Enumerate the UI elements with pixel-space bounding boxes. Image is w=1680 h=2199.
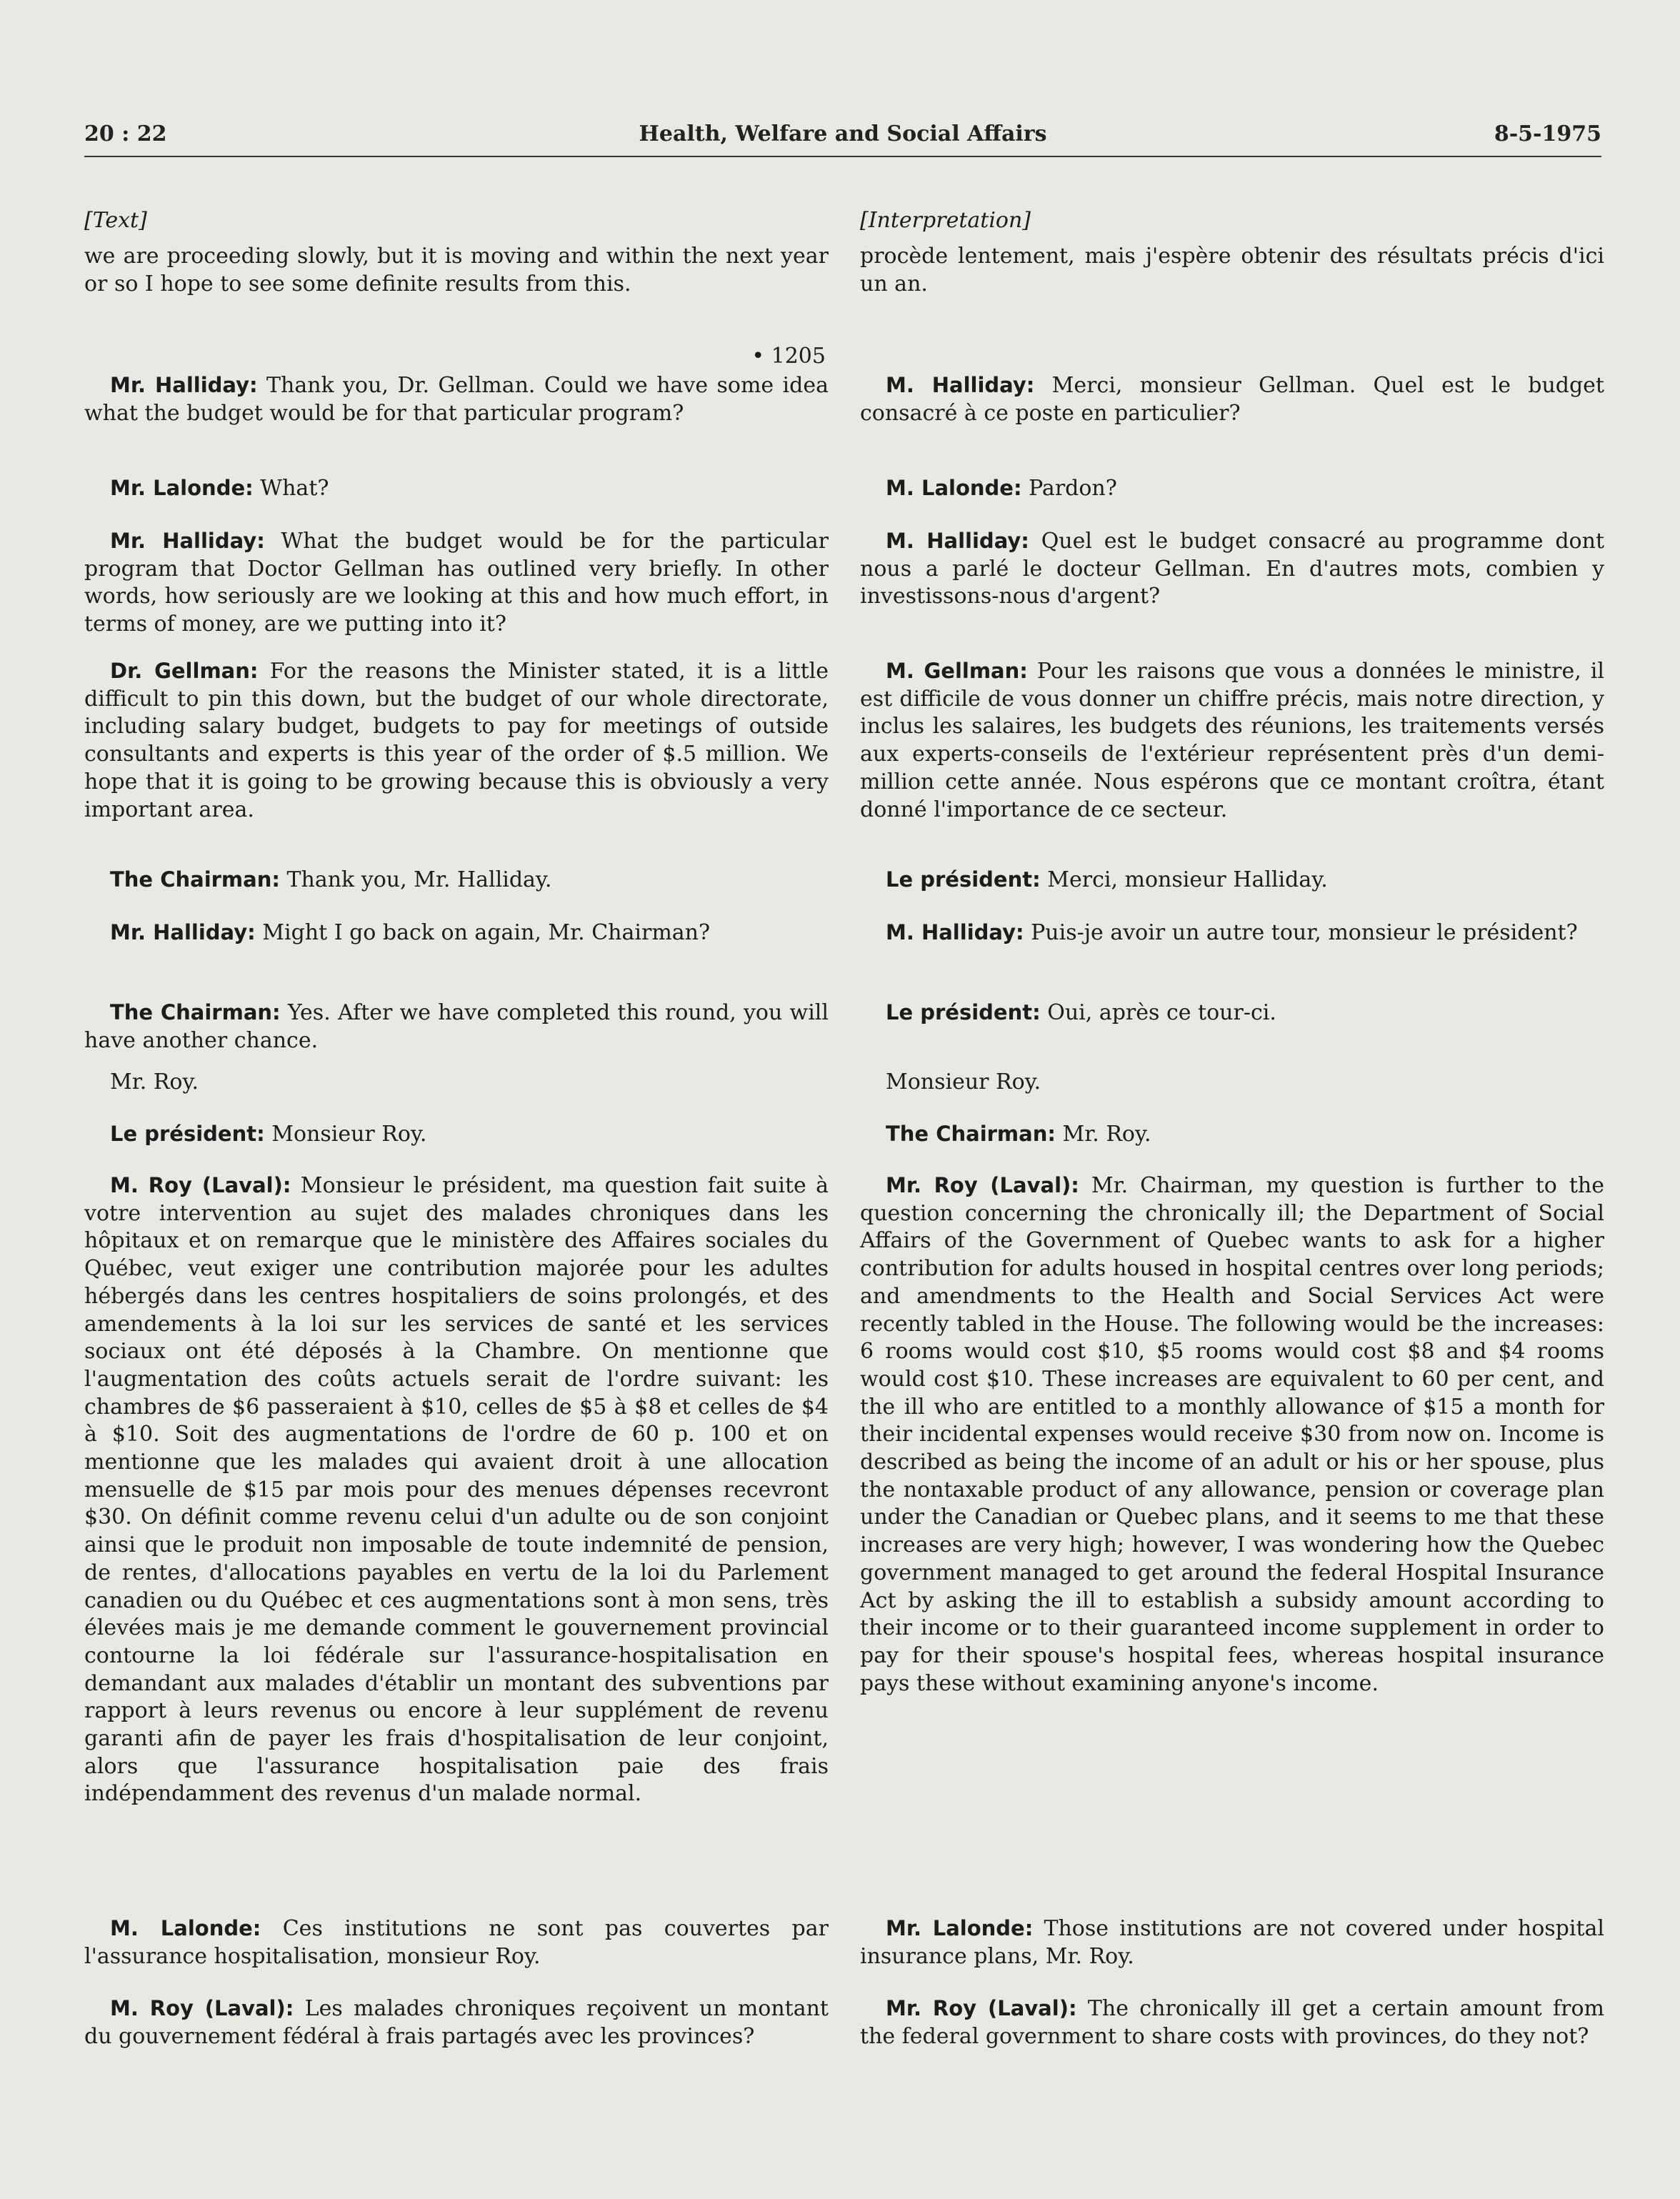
speaker-name: Mr. Roy (Laval):	[886, 1173, 1079, 1197]
speaker-paragraph	[84, 999, 829, 1054]
speaker-name: M. Gellman:	[886, 659, 1028, 683]
speaker-paragraph	[860, 1995, 1604, 2050]
page-number: 20 : 22	[84, 121, 167, 146]
speaker-paragraph	[860, 527, 1604, 611]
speech-text: Mr. Chairman, my question is further to the question concerning the chronically ill; the Department of Social Affairs of the Government of Quebec wants to ask for a higher contribution for adults housed in hospital centres over long periods; and amendments to the Health and Social Services Act were recently tabled in the House. The following would be the increases: 6 rooms would cost $10, $5 rooms would cost $8 and $4 rooms would cost $10. These increases are equivalent to 60 per cent, and the ill who are entitled to a monthly allowance of $15 a month for their incidental expenses would receive $30 from now on. Income is described as being the income of an adult or his or her spouse, plus the nontaxable product of any allowance, pension or coverage plan under the Canadian or Quebec plans, and it seems to me that these increases are very high; however, I was wondering how the Quebec government managed to get around the federal Hospital Insurance Act by asking the ill to establish a subsidy amount according to their income or to their guaranteed income supplement in order to pay for their spouse's hospital fees, whereas hospital insurance pays these without examining anyone's income.	[860, 1173, 1604, 1696]
speaker-paragraph	[860, 1120, 1604, 1149]
page-header	[84, 121, 1601, 157]
translation-label: [Interpretation]	[860, 208, 1031, 233]
speaker-name: M. Lalonde:	[886, 476, 1022, 500]
speaker-paragraph	[860, 999, 1604, 1027]
speech-text: The chronically ill get a certain amount from the federal government to share costs with provinces, do they not?	[860, 1996, 1604, 2049]
running-title: Health, Welfare and Social Affairs	[639, 121, 1047, 146]
time-marker: • 1205	[751, 344, 826, 369]
speech-text: Might I go back on again, Mr. Chairman?	[255, 920, 711, 945]
meeting-date: 8-5-1975	[1494, 121, 1601, 146]
speech-text: Yes. After we have completed this round, you will have another chance.	[84, 1000, 829, 1053]
speech-text: Quel est le budget consacré au programme dont nous a parlé le docteur Gellman. En d'autres mots, combien y investissons-nous d'argent?	[860, 529, 1604, 609]
speaker-paragraph	[84, 1915, 829, 1970]
speaker-paragraph	[860, 474, 1604, 503]
speaker-paragraph	[860, 1915, 1604, 1970]
speaker-name: Mr. Halliday:	[110, 529, 265, 553]
speaker-paragraph	[860, 1172, 1604, 1697]
speech-text: What the budget would be for the particular program that Doctor Gellman has outlined very briefly. In other words, how seriously are we looking at this and how much effort, in terms of money, are we putting into it?	[84, 529, 829, 637]
speaker-paragraph	[84, 1069, 829, 1097]
speaker-paragraph	[84, 919, 829, 947]
speaker-paragraph	[860, 866, 1604, 894]
speaker-name: M. Roy (Laval):	[110, 1996, 294, 2020]
speaker-paragraph	[84, 1995, 829, 2050]
speaker-name: Le président:	[110, 1122, 265, 1146]
continued-paragraph: procède lentement, mais j'espère obtenir des résultats précis d'ici un an.	[860, 244, 1604, 296]
speaker-paragraph	[84, 657, 829, 824]
speaker-paragraph	[84, 474, 829, 503]
speaker-paragraph	[84, 1120, 829, 1149]
speaker-name: Dr. Gellman:	[110, 659, 259, 683]
speaker-name: The Chairman:	[110, 867, 280, 892]
speech-text: Puis-je avoir un autre tour, monsieur le président?	[1024, 920, 1578, 945]
speech-text: What?	[253, 476, 329, 501]
speaker-name: Mr. Halliday:	[110, 920, 256, 944]
speaker-name: Mr. Lalonde:	[886, 1916, 1034, 1940]
speech-text: Merci, monsieur Gellman. Quel est le budget consacré à ce poste en particulier?	[860, 373, 1604, 426]
speech-text: Mr. Roy.	[110, 1069, 199, 1094]
speech-text: Thank you, Dr. Gellman. Could we have some idea what the budget would be for that particular program?	[84, 373, 829, 426]
speaker-name: Mr. Lalonde:	[110, 476, 254, 500]
speech-text: Ces institutions ne sont pas couvertes par l'assurance hospitalisation, monsieur Roy.	[84, 1916, 829, 1969]
speech-text: Oui, après ce tour-ci.	[1040, 1000, 1276, 1025]
speaker-name: M. Halliday:	[886, 920, 1024, 944]
speech-text: Mr. Roy.	[1055, 1122, 1151, 1147]
speech-text: Monsieur Roy.	[886, 1069, 1041, 1094]
speaker-name: Mr. Roy (Laval):	[886, 1996, 1077, 2020]
speaker-name: M. Halliday:	[886, 373, 1035, 397]
translation-label: [Text]	[84, 208, 147, 233]
speaker-paragraph	[84, 372, 829, 427]
speaker-paragraph	[860, 1069, 1604, 1097]
speaker-paragraph	[84, 1172, 829, 1808]
speech-text: Monsieur le président, ma question fait suite à votre intervention au sujet des malades chroniques dans les hôpitaux et on remarque que le ministère des Affaires sociales du Québec, veut exiger une contribution majorée pour les adultes hébergés dans les centres hospitaliers de soins prolongés, et des amendements à la loi sur les services de santé et les services sociaux ont été déposés à la Chambre. On mentionne que l'augmentation des coûts actuels serait de l'ordre suivant: les chambres de $6 passeraient à $10, celles de $5 à $8 et celles de $4 à $10. Soit des augmentations de l'ordre de 60 p. 100 et on mentionne que les malades qui avaient droit à une allocation mensuelle de $15 par mois pour des menues dépenses recevront $30. On définit comme revenu celui d'un adulte ou de son conjoint ainsi que le produit non imposable de toute indemnité de pension, de rentes, d'allocations payables en vertu de la loi du Parlement canadien ou du Québec et ces augmentations sont à mon sens, très élevées mais je me demande comment le gouvernement provincial contourne la loi fédérale sur l'assurance-hospitalisation en demandant aux malades d'établir un montant des subventions par rapport à leurs revenus ou encore à leur supplément de revenu garanti afin de payer les frais d'hospitalisation de leur conjoint, alors que l'assurance hospitalisation paie des frais indépendamment des revenus d'un malade normal.	[84, 1173, 829, 1807]
speaker-paragraph	[84, 866, 829, 894]
speech-text: For the reasons the Minister stated, it is a little difficult to pin this down, but the budget of our whole directorate, including salary budget, budgets to pay for meetings of outside consultants and experts is this year of the order of $.5 million. We hope that it is going to be growing because this is obviously a very important area.	[84, 659, 829, 822]
speaker-name: The Chairman:	[886, 1122, 1056, 1146]
speaker-name: Le président:	[886, 1000, 1041, 1024]
speaker-paragraph	[860, 919, 1604, 947]
continued-paragraph: we are proceeding slowly, but it is moving and within the next year or so I hope to see some definite results from this.	[84, 244, 829, 296]
speaker-name: M. Roy (Laval):	[110, 1173, 291, 1197]
speech-text: Thank you, Mr. Halliday.	[279, 867, 552, 892]
speech-text: Merci, monsieur Halliday.	[1040, 867, 1328, 892]
speaker-name: M. Lalonde:	[110, 1916, 261, 1940]
speaker-name: The Chairman:	[110, 1000, 281, 1024]
speaker-paragraph	[860, 657, 1604, 824]
speech-text: Monsieur Roy.	[264, 1122, 427, 1147]
speech-text: Pour les raisons que vous a données le ministre, il est difficile de vous donner un chiffre précis, mais notre direction, y inclus les salaires, les budgets des réunions, les traitements versés aux experts-conseils de l'extérieur représentent près d'un demi-million cette année. Nous espérons que ce montant croîtra, étant donné l'importance de ce secteur.	[860, 659, 1604, 822]
speaker-name: Le président:	[886, 867, 1041, 892]
speaker-name: M. Halliday:	[886, 529, 1029, 553]
speaker-paragraph	[860, 372, 1604, 427]
speech-text: Les malades chroniques reçoivent un montant du gouvernement fédéral à frais partagés avec les provinces?	[84, 1996, 829, 2049]
speech-text: Those institutions are not covered under hospital insurance plans, Mr. Roy.	[860, 1916, 1604, 1969]
speech-text: Pardon?	[1021, 476, 1117, 501]
speaker-paragraph	[84, 527, 829, 639]
speaker-name: Mr. Halliday:	[110, 373, 258, 397]
